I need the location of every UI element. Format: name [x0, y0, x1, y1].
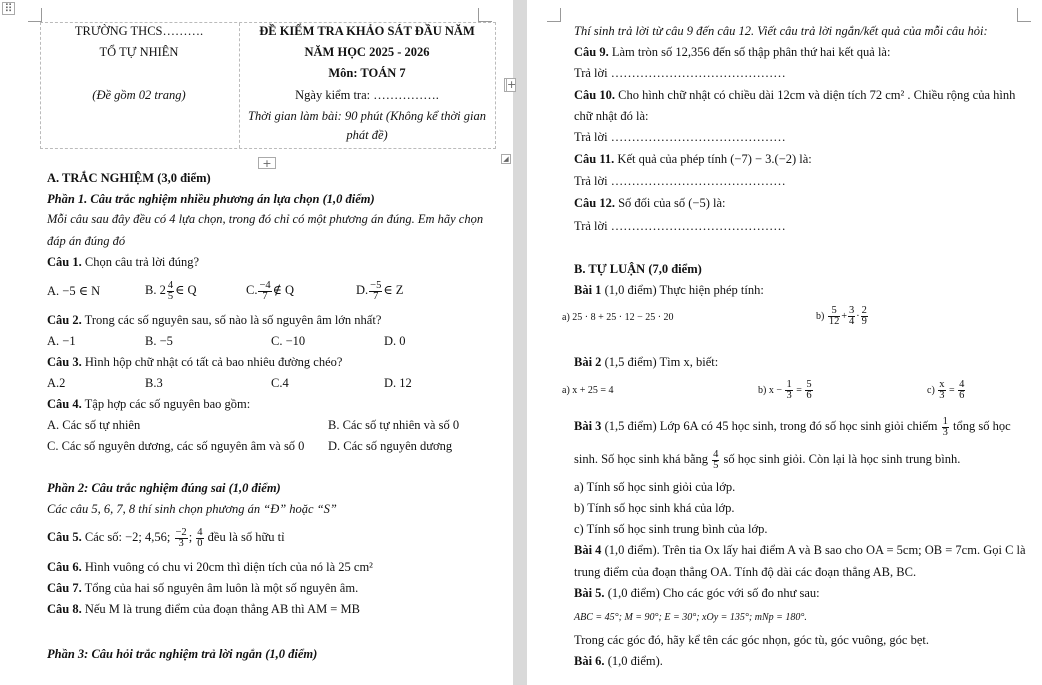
q1-option-b: B. 2 $\frac{4}{5}$ ∈ Q [145, 279, 197, 302]
q4-option-d: D. Các số nguyên dương [328, 439, 453, 453]
question-4: Câu 4. Tập hợp các số nguyên bao gồm: [47, 397, 251, 411]
page-corner-mark [28, 8, 42, 22]
q3-option-b: B.3 [145, 376, 163, 390]
part2-desc: Các câu 5, 6, 7, 8 thí sinh chọn phương án “Đ” hoặc “S” [47, 502, 337, 516]
exercise-4-cont: trung điểm của đoạn thẳng OA. Tính độ dài các đoạn thẳng AB, BC. [574, 565, 917, 579]
question-12: Câu 12. Số đối của số (−5) là: [574, 196, 726, 210]
q12-answer-line[interactable]: Trả lời …………………………………… [574, 219, 786, 233]
exercise-2a: a) x + 25 = 4 [562, 385, 614, 396]
part2-title: Phần 2: Câu trắc nghiệm đúng sai (1,0 điểm) [47, 481, 281, 495]
exam-title: ĐỀ KIỂM TRA KHẢO SÁT ĐẦU NĂM [259, 24, 475, 38]
school-name: TRƯỜNG THCS………. [74, 24, 204, 38]
exercise-5-angles: ABC = 45°; M = 90°; E = 30°; xOy = 135°; mNp = 180°. [574, 612, 807, 623]
question-11: Câu 11. Kết quả của phép tính (−7) − 3.(−2) là: [574, 152, 812, 166]
q2-option-a: A. −1 [47, 334, 76, 348]
q10-answer-line[interactable]: Trả lời …………………………………… [574, 130, 786, 144]
question-7: Câu 7. Tổng của hai số nguyên âm luôn là một số nguyên âm. [47, 581, 359, 595]
question-10: Câu 10. Cho hình chữ nhật có chiều dài 12cm và diện tích 72 cm² . Chiều rộng của hình [574, 88, 1016, 102]
exercise-2c: c) $\frac{x}{3}$ = $\frac{4}{6}$ [927, 379, 965, 402]
question-2: Câu 2. Trong các số nguyên sau, số nào là số nguyên âm lớn nhất? [47, 313, 382, 327]
exercise-3-cont: sinh. Số học sinh khá bằng $\frac{4}{5}$ số học sinh giỏi. Còn lại là học sinh trung bình. [574, 448, 961, 471]
page-corner-mark [1017, 8, 1031, 22]
q9-answer-line[interactable]: Trả lời …………………………………… [574, 66, 786, 80]
exercise-5-question: Trong các góc đó, hãy kể tên các góc nhọn, góc tù, góc vuông, góc bẹt. [574, 633, 929, 647]
q2-option-b: B. −5 [145, 334, 173, 348]
q2-option-d: D. 0 [384, 334, 406, 348]
exercise-3: Bài 3 (1,5 điểm) Lớp 6A có 45 học sinh, trong đó số học sinh giỏi chiếm $\frac{1}{3}$ tổng số học [574, 415, 1011, 438]
part1-title: Phần 1. Câu trắc nghiệm nhiều phương án lựa chọn (1,0 điểm) [47, 192, 375, 206]
subject: Môn: TOÁN 7 [328, 66, 406, 80]
q3-option-a: A.2 [47, 376, 66, 390]
question-9: Câu 9. Làm tròn số 12,356 đến số thập phân thứ hai kết quả là: [574, 45, 891, 59]
question-5: Câu 5. Các số: −2; 4,56; $\frac{-2}{3}$ ; $\frac{4}{0}$ đều là số hữu tỉ [47, 526, 285, 549]
add-row-icon[interactable]: + [258, 157, 276, 169]
pages-note: (Đề gồm 02 trang) [92, 88, 186, 102]
page-left [0, 0, 513, 685]
exercise-6: Bài 6. (1,0 điểm). [574, 654, 663, 668]
school-year: NĂM HỌC 2025 - 2026 [304, 45, 430, 59]
q3-option-c: C.4 [271, 376, 289, 390]
exam-duration: Thời gian làm bài: 90 phút (Không kể thời gian [248, 109, 486, 123]
exercise-3a: a) Tính số học sinh giỏi của lớp. [574, 480, 736, 494]
q1-option-c: C. $\frac{-4}{7}$ ∉ Q [246, 279, 295, 302]
question-8: Câu 8. Nếu M là trung điểm của đoạn thẳng AB thì AM = MB [47, 602, 360, 616]
exercise-3c: c) Tính số học sinh trung bình của lớp. [574, 522, 768, 536]
q1-option-a: A. −5 ∈ N [47, 284, 101, 298]
exam-date: Ngày kiểm tra: ……………. [295, 88, 439, 102]
q2-option-c: C. −10 [271, 334, 306, 348]
exercise-2b: b) x − $\frac{1}{3}$ = $\frac{5}{6}$ [758, 379, 812, 402]
table-move-handle-icon[interactable]: ⠿ [2, 2, 15, 15]
department-name: TỔ TỰ NHIÊN [99, 45, 179, 59]
exercise-2: Bài 2 (1,5 điểm) Tìm x, biết: [574, 355, 719, 369]
exam-duration-cont: phát đề) [346, 128, 388, 142]
table-resize-handle-icon[interactable]: ◢ [501, 154, 511, 164]
part-b-title: B. TỰ LUẬN (7,0 điểm) [574, 262, 702, 276]
q1-option-d: D. $\frac{-5}{7}$ ∈ Z [356, 279, 404, 302]
page-corner-mark [478, 8, 492, 22]
short-answer-intro: Thí sinh trả lời từ câu 9 đến câu 12. Viết câu trả lời ngắn/kết quả của mỗi câu hỏi: [574, 24, 988, 38]
q4-option-c: C. Các số nguyên dương, các số nguyên âm và số 0 [47, 439, 305, 453]
exercise-1b: b) $\frac{5}{12}$ + $\frac{3}{4}$ · $\frac{2}{9}$ [816, 305, 867, 328]
exercise-4: Bài 4 (1,0 điểm). Trên tia Ox lấy hai điểm A và B sao cho OA = 5cm; OB = 7cm. Gọi C là [574, 543, 1026, 557]
part1-desc-cont: đáp án đúng đó [47, 234, 126, 248]
part-a-title: A. TRẮC NGHIỆM (3,0 điểm) [47, 171, 211, 185]
question-10-cont: chữ nhật đó là: [574, 109, 649, 123]
page-corner-mark [547, 8, 561, 22]
q4-option-b: B. Các số tự nhiên và số 0 [328, 418, 460, 432]
q11-answer-line[interactable]: Trả lời …………………………………… [574, 174, 786, 188]
exercise-5: Bài 5. (1,0 điểm) Cho các góc với số đo như sau: [574, 586, 820, 600]
exercise-1: Bài 1 (1,0 điểm) Thực hiện phép tính: [574, 283, 764, 297]
part1-desc: Mỗi câu sau đây đều có 4 lựa chọn, trong đó chỉ có một phương án đúng. Em hãy chọn [47, 212, 484, 226]
q3-option-d: D. 12 [384, 376, 412, 390]
question-1: Câu 1. Chọn câu trả lời đúng? [47, 255, 200, 269]
page-right [527, 0, 1042, 685]
question-6: Câu 6. Hình vuông có chu vi 20cm thì diện tích của nó là 25 cm² [47, 560, 373, 574]
question-3: Câu 3. Hình hộp chữ nhật có tất cả bao nhiêu đường chéo? [47, 355, 343, 369]
exercise-3b: b) Tính số học sinh khá của lớp. [574, 501, 735, 515]
part3-title: Phần 3: Câu hỏi trắc nghiệm trả lời ngắn (1,0 điểm) [47, 647, 318, 661]
exercise-1a: a) 25 · 8 + 25 · 12 − 25 · 20 [562, 312, 674, 323]
q4-option-a: A. Các số tự nhiên [47, 418, 141, 432]
insert-column-icon[interactable]: + [507, 78, 517, 91]
